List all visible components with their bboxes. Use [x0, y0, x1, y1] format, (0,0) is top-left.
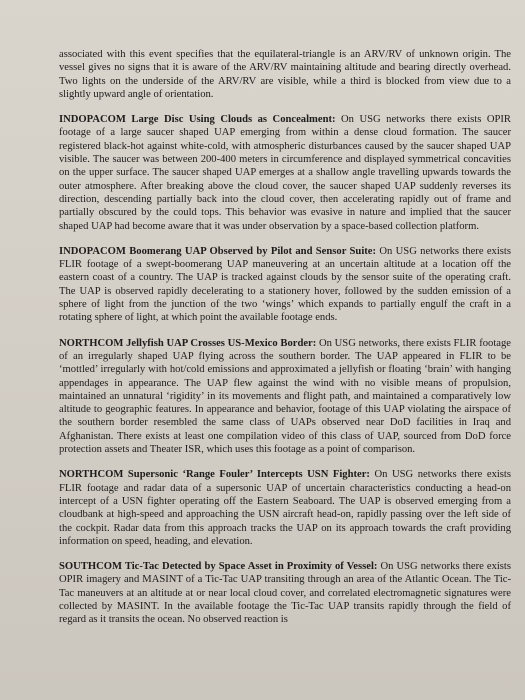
section-indopacom-disc	[59, 113, 511, 233]
section-heading: INDOPACOM Large Disc Using Clouds as Concealment:	[59, 114, 336, 126]
section-heading: INDOPACOM Boomerang UAP Observed by Pilot and Sensor Suite:	[59, 245, 377, 257]
section-body: On USG networks there exists FLIR footage and radar data of a supersonic UAP of uncertain characteristics conducting a head-on intercept of a USN fighter operating off the Eastern Seaboard. The UAP is observed emerging from a cloudbank at high-speed and approaching the USN aircraft head-on, rapidly passing over the left side of the cockpit. Radar data from this approach tracks the UAP on its approach towards the craft providing information on speed, heading, and elevation.	[59, 469, 511, 547]
section-body: On USG networks there exists FLIR footage of a swept-boomerang UAP maneuvering at an uncertain altitude at a location off the eastern coast of a country. The UAP is tracked against clouds by the sensor suite of the operating craft. The UAP is observed rapidly decelerating to a stationery hover, followed by the sudden emission of a sphere of light from the junction of the two ‘wings’ which expands to partially engulf the craft in a rotating sphere of light, at which point the available footage ends.	[59, 245, 511, 324]
section-body: On USG networks, there exists FLIR footage of an irregularly shaped UAP flying across the southern border. The UAP appeared in FLIR to be ‘mottled’ irregularly with hot/cold emissions and approximated a jellyfish or floating ‘brain’ with hanging appendages in appearance. The UAP flew against the wind with no visible means of propulsion, maintained an unnatural ‘rigidity’ in its movements and flight path, and maintained a comparatively low altitude to geographic features. In appearance and behavior, footage of this UAP violating the airspace of the southern border resembled the same class of UAPs observed near DoD facilities in Iraq and Afghanistan. There exists at least one compilation video of this class of UAP, sourced from DoD force protection assets and Theater ISR, which uses this footage as a point of comparison.	[59, 337, 511, 456]
section-body: On USG networks there exists OPIR imagery and MASINT of a Tic-Tac UAP transiting through an area of the Atlantic Ocean. The Tic-Tac maneuvers at an altitude at or near local cloud cover, and correlated electromagnetic signatures were collected by MASINT. In the available footage the Tic-Tac UAP transits rapidly through the field of regard as it transits the ocean. No observed reaction is	[59, 561, 511, 626]
section-heading: SOUTHCOM Tic-Tac Detected by Space Asset in Proximity of Vessel:	[59, 561, 378, 573]
intro-paragraph: associated with this event specifies that the equilateral-triangle is an ARV/RV of unknown origin. The vessel gives no signs that it is aware of the ARV/RV maintaining altitude and bearing directly overhead. Two lights on the underside of the ARV/RV are visible, while a third is blocked from view due to a slightly upward angle of orientation.	[59, 49, 511, 100]
section-indopacom-boomerang	[59, 245, 511, 325]
section-southcom-tic-tac	[59, 560, 511, 626]
section-heading: NORTHCOM Supersonic ‘Range Fouler’ Intercepts USN Fighter:	[59, 469, 370, 481]
section-northcom-jellyfish	[59, 337, 511, 457]
section-northcom-range-fouler	[59, 468, 511, 548]
section-heading: NORTHCOM Jellyfish UAP Crosses US-Mexico Border:	[59, 337, 317, 349]
section-body: On USG networks there exists OPIR footage of a large saucer shaped UAP emerging from within a dense cloud formation. The saucer registered black-hot against white-cold, with atmospheric disturbances caused by the saucer shaped UAP visible. The saucer was between 200-400 meters in circumference and displayed symmetrical concavities on the upper surface. The saucer shaped UAP emerges at a shallow angle travelling upwards towards the outer atmosphere. After breaking above the cloud cover, the saucer shaped UAP suddenly reverses its direction, descending partially back into the cloud cover, then accelerating rapidly out of frame and partially obscured by the could tops. This behavior was evasive in nature and implied that the saucer shaped UAP had become aware that it was under observation by a space-based collection platform.	[59, 114, 511, 232]
